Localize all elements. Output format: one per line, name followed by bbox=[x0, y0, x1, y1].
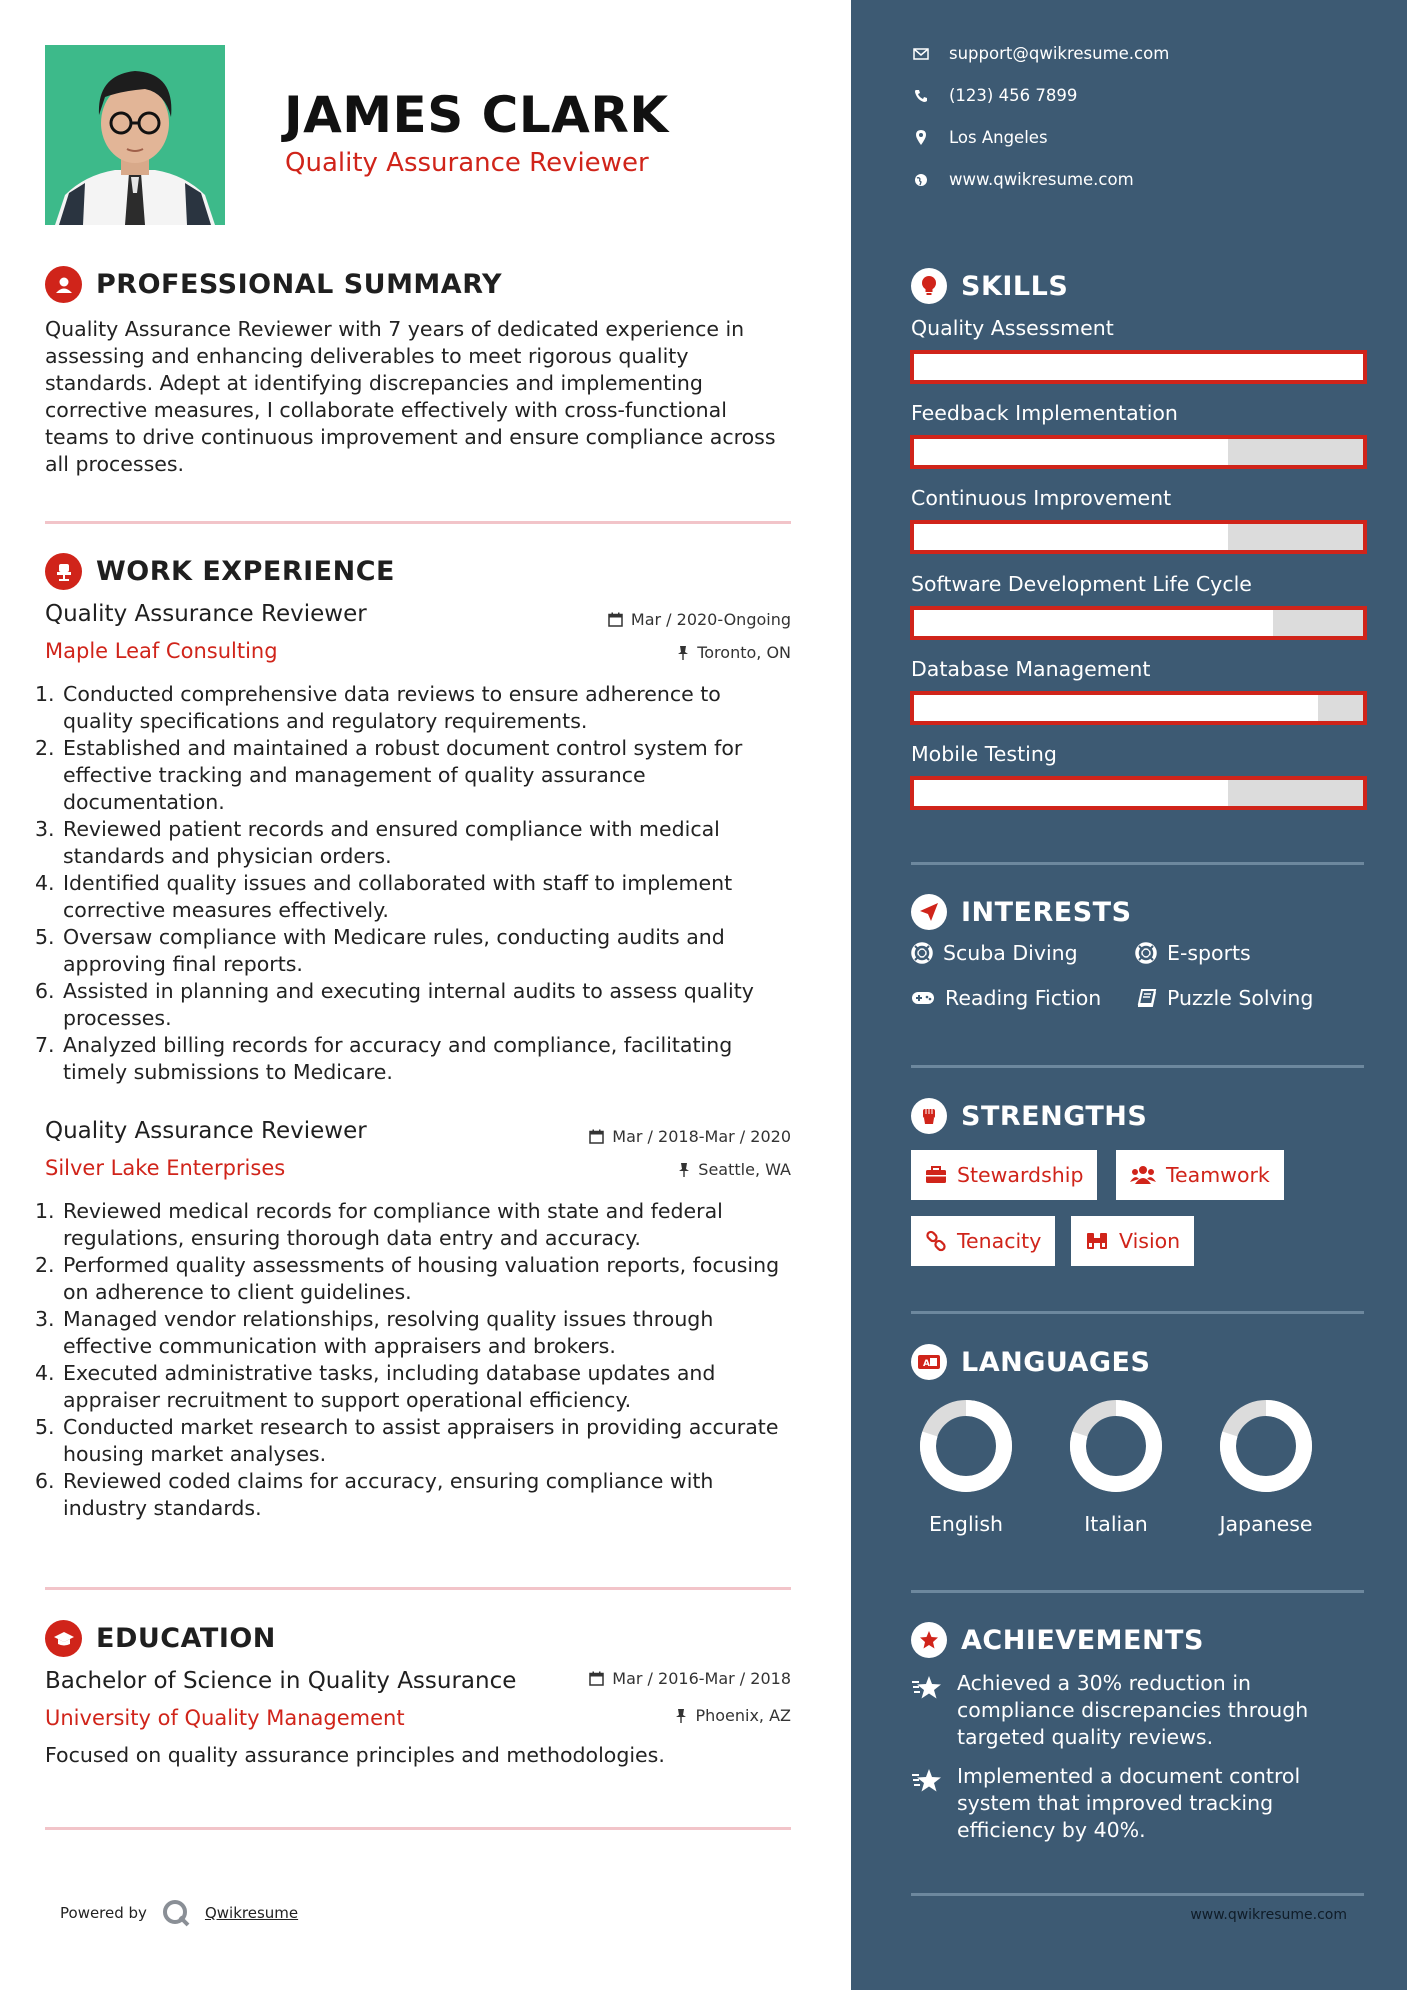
list-item: 5. Conducted market research to assist appraisers in providing accurate housing market analyses. bbox=[35, 1415, 779, 1466]
skill-bar-fill bbox=[914, 524, 1228, 550]
job-title: Quality Assurance Reviewer bbox=[45, 1118, 367, 1144]
summary-heading bbox=[45, 266, 502, 303]
strength-chip bbox=[1071, 1216, 1194, 1266]
experience-heading bbox=[45, 553, 395, 590]
job-location-text: Toronto, ON bbox=[697, 643, 791, 662]
paper-plane-icon bbox=[911, 894, 947, 930]
achievements-title: ACHIEVEMENTS bbox=[961, 1624, 1204, 1656]
job-bullets bbox=[35, 1198, 795, 1522]
book-icon bbox=[1137, 988, 1157, 1008]
calendar-icon bbox=[589, 1671, 604, 1686]
skills-title: SKILLS bbox=[961, 270, 1069, 302]
languages-heading bbox=[911, 1344, 1150, 1380]
globe-icon bbox=[911, 173, 931, 187]
skill-label: Software Development Life Cycle bbox=[911, 572, 1252, 596]
interest-item bbox=[1137, 986, 1313, 1010]
section-divider bbox=[911, 862, 1364, 865]
interest-item bbox=[911, 941, 1078, 965]
skill-label: Quality Assessment bbox=[911, 316, 1114, 340]
language-item bbox=[911, 1398, 1021, 1536]
achievements-heading bbox=[911, 1622, 1204, 1658]
interest-label: E-sports bbox=[1167, 941, 1251, 965]
pin-icon bbox=[678, 1162, 690, 1177]
qwikresume-logo-icon bbox=[161, 1898, 191, 1928]
interests-heading bbox=[911, 894, 1132, 930]
language-name: Italian bbox=[1084, 1512, 1148, 1536]
star-icon bbox=[911, 1670, 945, 1751]
list-item: 1. Conducted comprehensive data reviews to ensure adherence to quality specifications and regulatory requirements. bbox=[35, 682, 721, 733]
pin-icon bbox=[675, 1708, 687, 1723]
envelope-icon bbox=[911, 48, 931, 60]
candidate-name: JAMES CLARK bbox=[284, 86, 669, 144]
job-title: Quality Assurance Reviewer bbox=[45, 601, 367, 627]
skill-bar-fill bbox=[914, 780, 1228, 806]
phone-icon bbox=[911, 89, 931, 103]
gamepad-icon bbox=[911, 990, 935, 1006]
strength-chip bbox=[911, 1150, 1097, 1200]
list-item: 1. Reviewed medical records for compliance with state and federal regulations, ensuring thorough data entry and accuracy. bbox=[35, 1199, 723, 1250]
skill-label: Continuous Improvement bbox=[911, 486, 1172, 510]
strength-label: Tenacity bbox=[957, 1229, 1042, 1253]
job-company: Silver Lake Enterprises bbox=[45, 1156, 286, 1180]
calendar-icon bbox=[589, 1129, 604, 1144]
summary-text: Quality Assurance Reviewer with 7 years of dedicated experience in assessing and enhancing deliverables to meet rigorous quality standards. Adept at identifying discrepancies and implementing corrective measures, I collaborate effectively with cross-functional teams to drive continuous improvement and ensure compliance across all processes. bbox=[45, 317, 776, 476]
contact-location-text: Los Angeles bbox=[949, 128, 1048, 147]
chair-icon bbox=[45, 553, 82, 590]
degree-title: Bachelor of Science in Quality Assurance bbox=[45, 1668, 517, 1694]
achievement-item bbox=[911, 1763, 1351, 1844]
contact-email-text[interactable]: support@qwikresume.com bbox=[949, 44, 1170, 63]
profile-photo bbox=[45, 45, 225, 225]
lightbulb-icon bbox=[911, 268, 947, 304]
skill-bar-fill bbox=[914, 354, 1363, 380]
contact-website bbox=[911, 170, 1134, 189]
sidebar bbox=[851, 0, 1407, 1990]
job-location bbox=[677, 643, 791, 662]
list-item: 3. Reviewed patient records and ensured compliance with medical standards and physician orders. bbox=[35, 817, 720, 868]
contact-location bbox=[911, 128, 1048, 147]
svg-text:A: A bbox=[923, 1359, 930, 1369]
strengths-heading bbox=[911, 1098, 1147, 1134]
calendar-icon bbox=[608, 612, 623, 627]
job-company: Maple Leaf Consulting bbox=[45, 639, 278, 663]
footer-website[interactable]: www.qwikresume.com bbox=[1190, 1907, 1347, 1923]
education-heading bbox=[45, 1620, 276, 1657]
list-item: 4. Executed administrative tasks, including database updates and appraiser recruitment to support operational efficiency. bbox=[35, 1361, 716, 1412]
user-icon bbox=[45, 266, 82, 303]
skill-label: Database Management bbox=[911, 657, 1151, 681]
link-icon bbox=[925, 1230, 947, 1252]
experience-title: WORK EXPERIENCE bbox=[96, 556, 395, 587]
pin-icon bbox=[677, 645, 689, 660]
strength-label: Vision bbox=[1119, 1229, 1181, 1253]
briefcase-icon bbox=[925, 1166, 947, 1184]
job-location bbox=[678, 1160, 791, 1179]
language-ring bbox=[1068, 1398, 1164, 1494]
strength-label: Stewardship bbox=[957, 1163, 1084, 1187]
job-dates-text: Mar / 2018-Mar / 2020 bbox=[612, 1127, 791, 1146]
section-divider bbox=[911, 1065, 1364, 1068]
interest-label: Puzzle Solving bbox=[1167, 986, 1314, 1010]
skill-bar-fill bbox=[914, 610, 1273, 636]
education-description: Focused on quality assurance principles and methodologies. bbox=[45, 1743, 665, 1767]
lifebuoy-icon bbox=[1135, 942, 1157, 964]
candidate-title: Quality Assurance Reviewer bbox=[285, 148, 649, 178]
languages-title: LANGUAGES bbox=[961, 1346, 1151, 1378]
achievement-text: Implemented a document control system that improved tracking efficiency by 40%. bbox=[957, 1764, 1301, 1842]
language-ring bbox=[918, 1398, 1014, 1494]
education-title: EDUCATION bbox=[96, 1623, 276, 1654]
skill-bar bbox=[910, 691, 1367, 725]
job-dates bbox=[608, 610, 791, 629]
job-location-text: Seattle, WA bbox=[698, 1160, 791, 1179]
skill-bar-fill bbox=[914, 695, 1318, 721]
binoculars-icon bbox=[1085, 1231, 1109, 1251]
skill-label: Mobile Testing bbox=[911, 742, 1057, 766]
achievement-item bbox=[911, 1670, 1351, 1751]
job-dates-text: Mar / 2020-Ongoing bbox=[630, 610, 791, 629]
powered-by bbox=[60, 1898, 298, 1928]
education-location bbox=[675, 1706, 791, 1725]
interest-item bbox=[1135, 941, 1251, 965]
fist-icon bbox=[911, 1098, 947, 1134]
language-name: Japanese bbox=[1219, 1512, 1313, 1536]
skill-label: Feedback Implementation bbox=[911, 401, 1178, 425]
skill-bar bbox=[910, 435, 1367, 469]
strength-label: Teamwork bbox=[1166, 1163, 1270, 1187]
education-location-text: Phoenix, AZ bbox=[695, 1706, 791, 1725]
strengths-title: STRENGTHS bbox=[961, 1100, 1148, 1132]
list-item: 7. Analyzed billing records for accuracy and compliance, facilitating timely submissions to Medicare. bbox=[35, 1033, 733, 1084]
skill-bar bbox=[910, 776, 1367, 810]
list-item: 2. Established and maintained a robust document control system for effective tracking and management of quality assurance documentation. bbox=[35, 736, 743, 814]
interest-label: Scuba Diving bbox=[943, 941, 1078, 965]
achievement-text: Achieved a 30% reduction in compliance discrepancies through targeted quality reviews. bbox=[957, 1671, 1309, 1749]
section-divider bbox=[45, 1587, 791, 1590]
users-icon bbox=[1130, 1165, 1156, 1185]
star-badge-icon bbox=[911, 1622, 947, 1658]
education-dates bbox=[589, 1669, 791, 1688]
strength-chip bbox=[911, 1216, 1055, 1266]
section-divider bbox=[911, 1590, 1364, 1593]
language-item bbox=[1061, 1398, 1171, 1536]
star-icon bbox=[911, 1763, 945, 1844]
list-item: 5. Oversaw compliance with Medicare rules, conducting audits and approving final reports. bbox=[35, 925, 725, 976]
list-item: 2. Performed quality assessments of housing valuation reports, focusing on adherence to client guidelines. bbox=[35, 1253, 780, 1304]
contact-phone bbox=[911, 86, 1077, 105]
skill-bar bbox=[910, 606, 1367, 640]
contact-phone-text: (123) 456 7899 bbox=[949, 86, 1078, 105]
section-divider bbox=[45, 521, 791, 524]
summary-title: PROFESSIONAL SUMMARY bbox=[96, 269, 503, 300]
map-marker-icon bbox=[911, 130, 931, 145]
section-divider bbox=[911, 1311, 1364, 1314]
school-name: University of Quality Management bbox=[45, 1706, 405, 1730]
graduation-icon bbox=[45, 1620, 82, 1657]
powered-by-label: Powered by bbox=[60, 1904, 147, 1922]
job-bullets bbox=[35, 681, 795, 1086]
skill-bar bbox=[910, 350, 1367, 384]
job-dates bbox=[589, 1127, 791, 1146]
language-ring bbox=[1218, 1398, 1314, 1494]
language-name: English bbox=[928, 1512, 1004, 1536]
list-item: 3. Managed vendor relationships, resolving quality issues through effective communication with appraisers and brokers. bbox=[35, 1307, 714, 1358]
skills-heading bbox=[911, 268, 1068, 304]
contact-email bbox=[911, 44, 1169, 63]
list-item: 6. Reviewed coded claims for accuracy, ensuring compliance with industry standards. bbox=[35, 1469, 714, 1520]
qwikresume-link[interactable]: Qwikresume bbox=[204, 1904, 299, 1922]
list-item: 6. Assisted in planning and executing internal audits to assess quality processes. bbox=[35, 979, 754, 1030]
interest-label: Reading Fiction bbox=[945, 986, 1102, 1010]
strength-chip bbox=[1116, 1150, 1284, 1200]
contact-website-text[interactable]: www.qwikresume.com bbox=[949, 170, 1134, 189]
translate-icon bbox=[911, 1344, 947, 1380]
language-item bbox=[1211, 1398, 1321, 1536]
list-item: 4. Identified quality issues and collaborated with staff to implement corrective measures effectively. bbox=[35, 871, 733, 922]
interests-title: INTERESTS bbox=[961, 896, 1132, 928]
section-divider bbox=[911, 1893, 1364, 1896]
skill-bar bbox=[910, 520, 1367, 554]
interest-item bbox=[911, 986, 1101, 1010]
section-divider bbox=[45, 1827, 791, 1830]
lifebuoy-icon bbox=[911, 942, 933, 964]
skill-bar-fill bbox=[914, 439, 1228, 465]
education-dates-text: Mar / 2016-Mar / 2018 bbox=[612, 1669, 791, 1688]
